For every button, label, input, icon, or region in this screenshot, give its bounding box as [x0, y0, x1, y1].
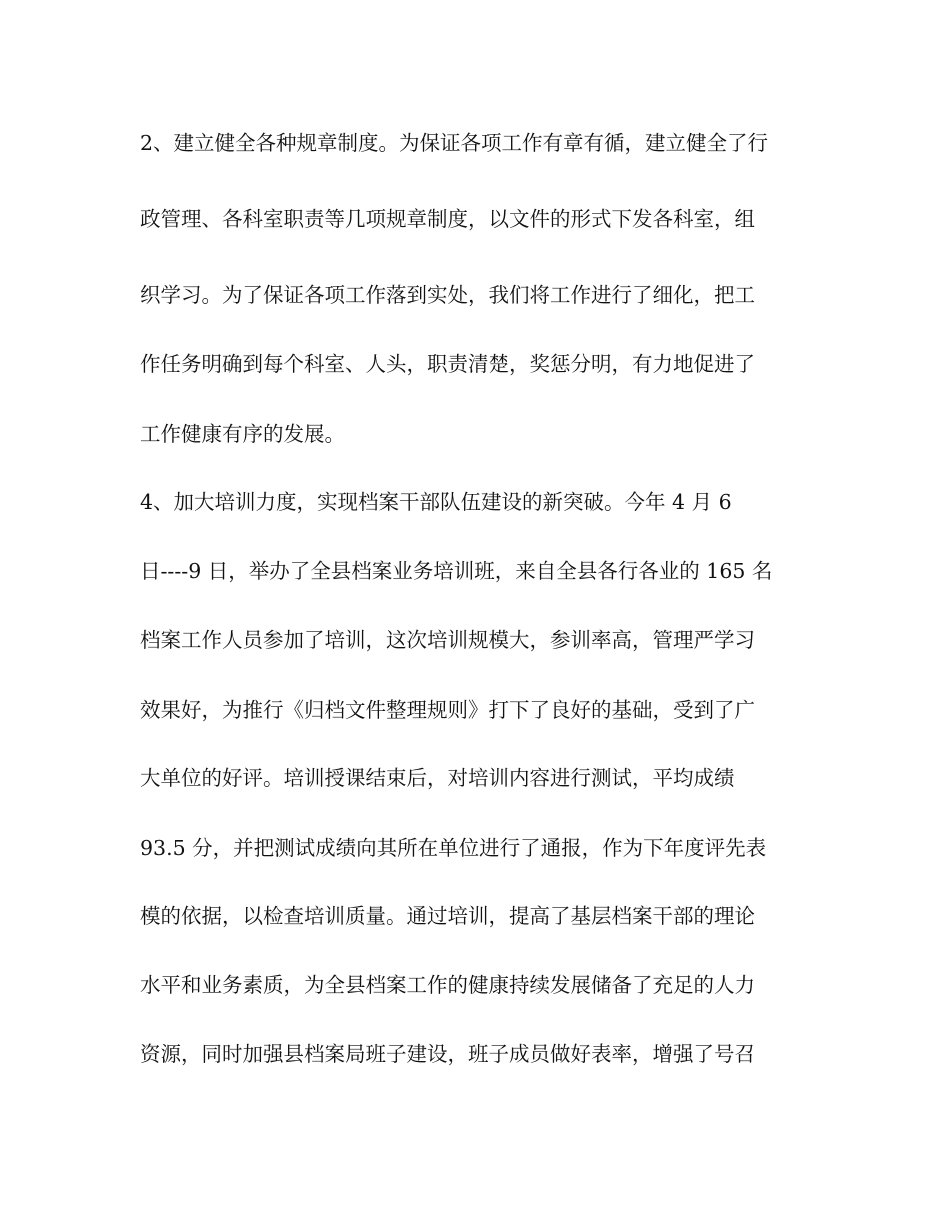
text-line: 2、建立健全各种规章制度。为保证各项工作有章有循，建立健全了行	[140, 131, 769, 155]
text-line: 织学习。为了保证各项工作落到实处，我们将工作进行了细化，把工	[140, 283, 755, 307]
text-line: 大单位的好评。培训授课结束后，对培训内容进行测试，平均成绩	[140, 766, 735, 790]
text-line: 93.5 分，并把测试成绩向其所在单位进行了通报，作为下年度评先表	[140, 836, 767, 860]
text-line: 政管理、各科室职责等几项规章制度，以文件的形式下发各科室，组	[140, 207, 755, 231]
text-line: 作任务明确到每个科室、人头，职责清楚，奖惩分明，有力地促进了	[140, 352, 755, 376]
text-line: 日----9 日，举办了全县档案业务培训班，来自全县各行各业的 165 名	[140, 559, 773, 583]
text-line: 资源，同时加强县档案局班子建设，班子成员做好表率，增强了号召	[140, 1042, 755, 1066]
text-line: 工作健康有序的发展。	[140, 422, 345, 446]
text-line: 档案工作人员参加了培训，这次培训规模大，参训率高，管理严学习	[140, 628, 755, 652]
text-line: 模的依据，以检查培训质量。通过培训，提高了基层档案干部的理论	[140, 904, 755, 928]
text-line: 效果好，为推行《归档文件整理规则》打下了良好的基础，受到了广	[140, 698, 755, 722]
text-line: 4、加大培训力度，实现档案干部队伍建设的新突破。今年 4 月 6	[140, 490, 732, 514]
text-line: 水平和业务素质，为全县档案工作的健康持续发展储备了充足的人力	[140, 973, 755, 997]
